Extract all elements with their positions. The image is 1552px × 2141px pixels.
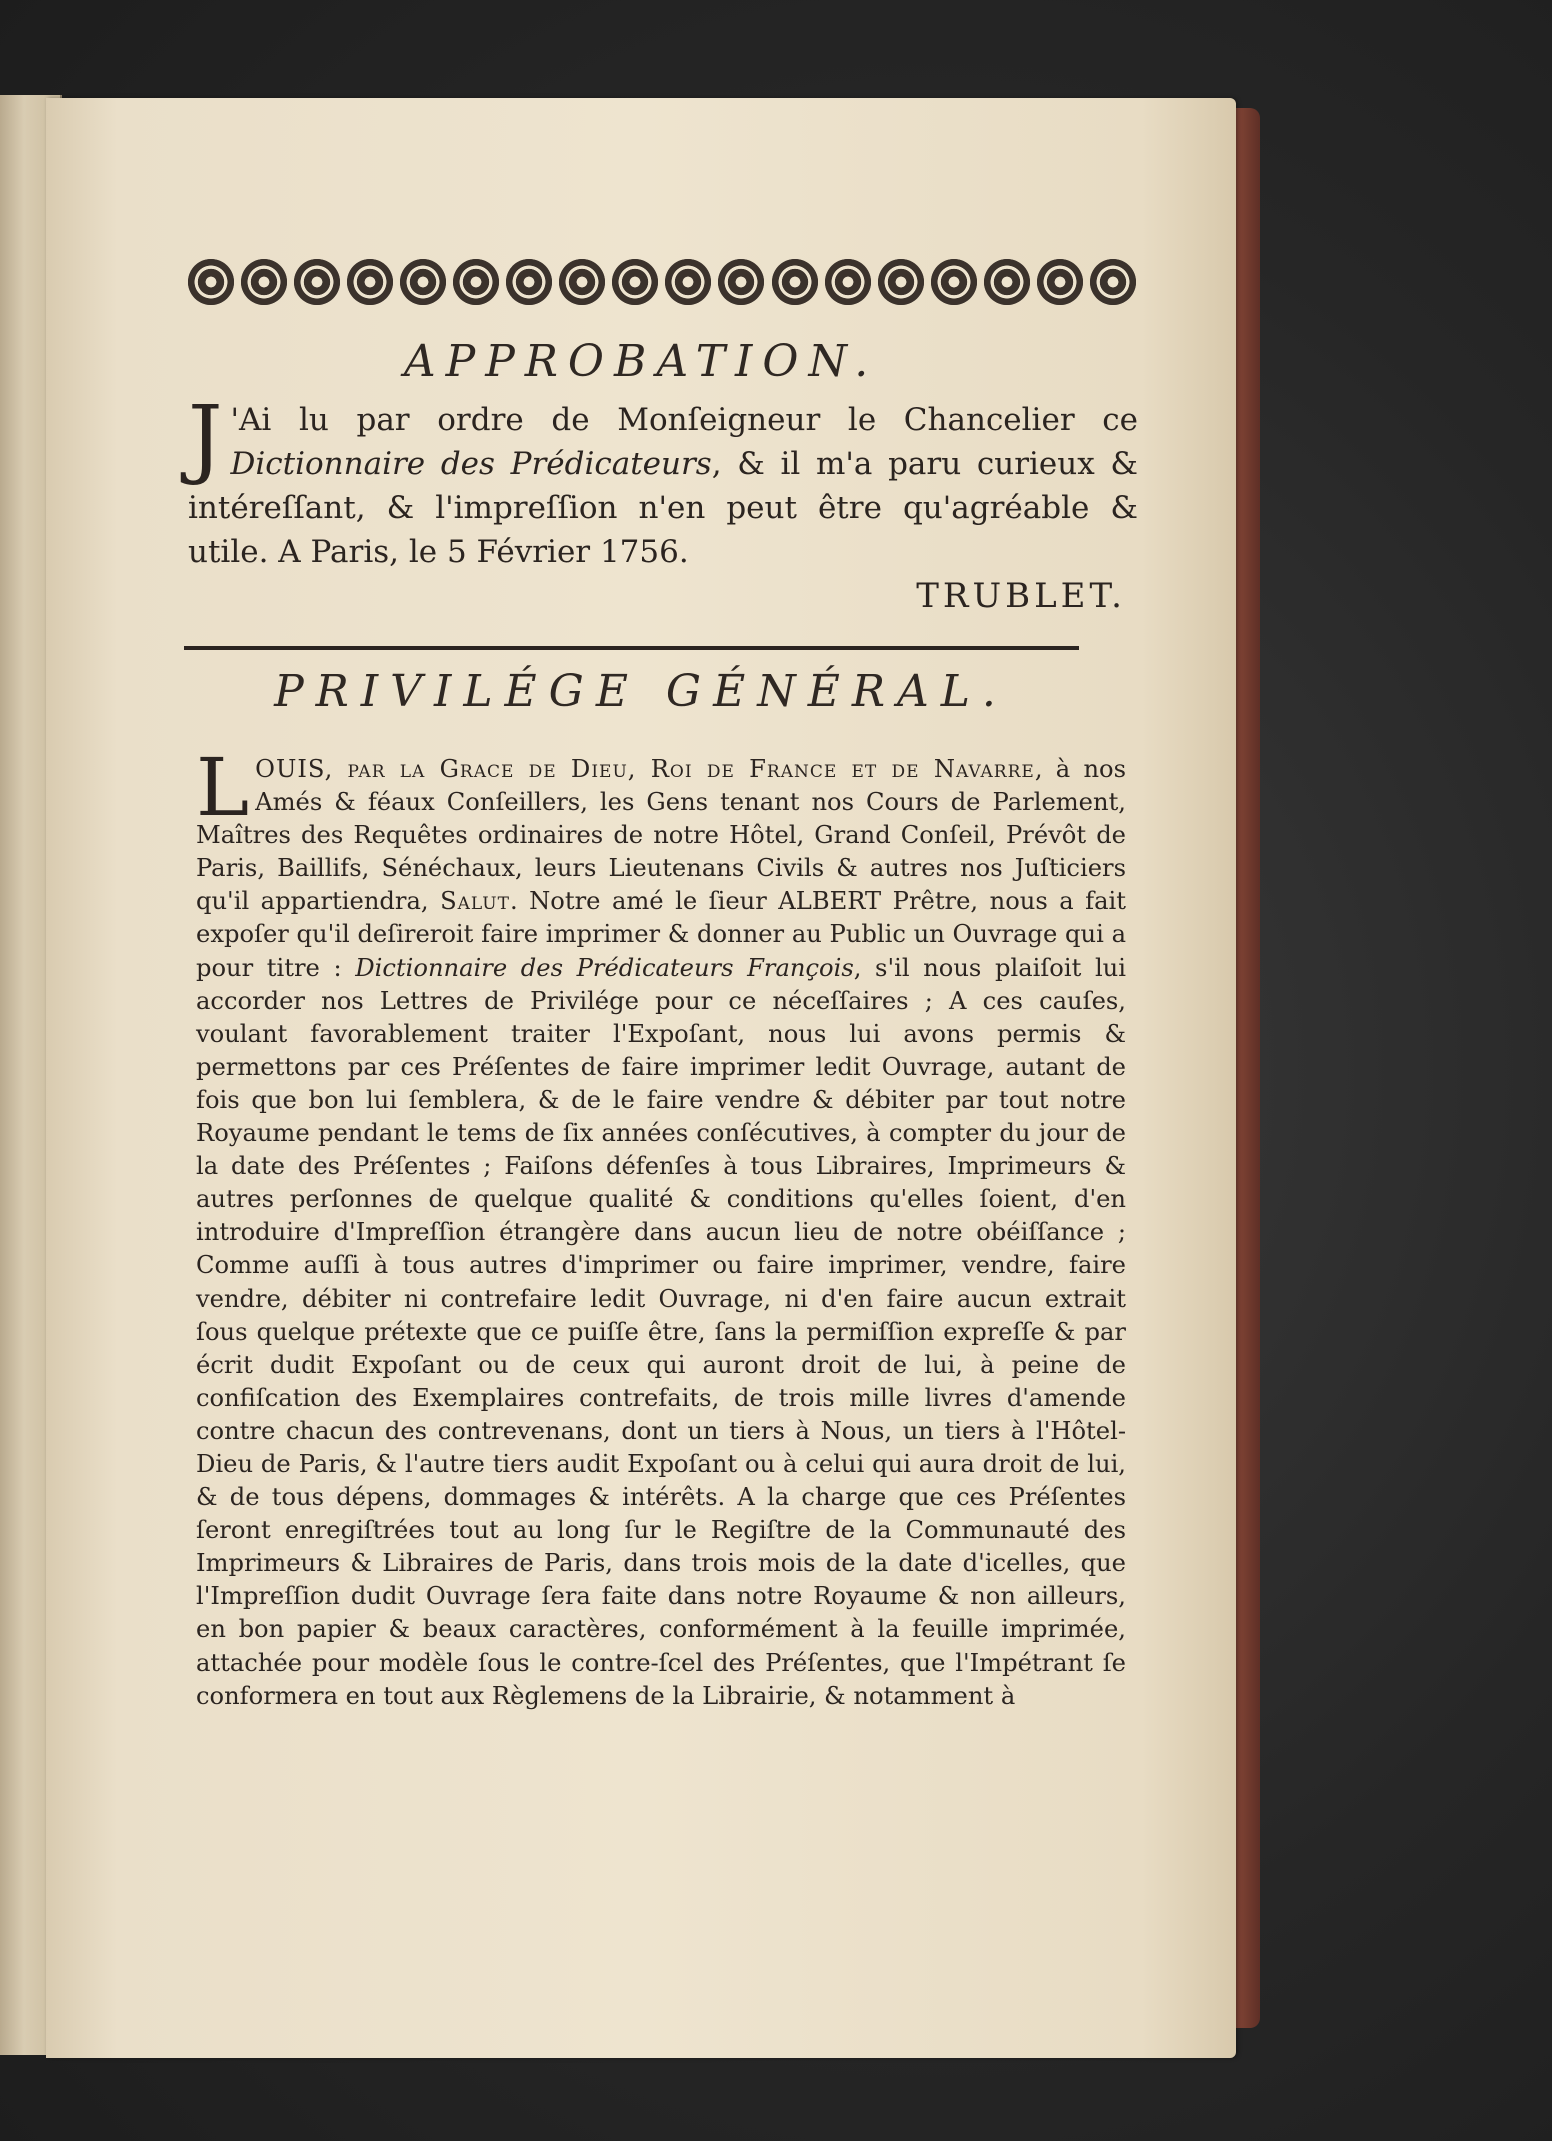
approbation-text (188, 388, 1138, 574)
fleuron-icon (665, 259, 711, 305)
privilege-text-part-2: . Notre amé le ſieur ALBERT Prêtre, nous a fait expoſer qu'il deſireroit faire imprimer & donner au Public un Ouvrage qui a pour titre : (196, 887, 1127, 982)
fleuron-icon (188, 259, 234, 305)
fleuron-icon (294, 259, 340, 305)
fleuron-icon (612, 259, 658, 305)
fleuron-icon (506, 259, 552, 305)
book-page (46, 98, 1236, 2058)
privilege-text (196, 741, 1127, 1713)
fleuron-icon (347, 259, 393, 305)
fleuron-icon (718, 259, 764, 305)
fleuron-icon (931, 259, 977, 305)
fleuron-icon (984, 259, 1030, 305)
fleuron-icon (400, 259, 446, 305)
fleuron-icon (241, 259, 287, 305)
approbation-title: APPROBATION. (403, 336, 879, 387)
fleuron-icon (1037, 259, 1083, 305)
approbation-dropcap: J (188, 388, 223, 488)
privilege-salut: Salut (440, 887, 510, 916)
approbation-text-part-1: 'Ai lu par ordre de Monſeigneur le Chancelier ce (230, 402, 1138, 438)
privilege-work-title: Dictionnaire des Prédicateurs François (355, 953, 854, 982)
privilege-dropcap: L (196, 741, 250, 834)
section-divider (184, 646, 1079, 650)
approbation-signature: TRUBLET. (916, 576, 1126, 616)
approbation-book-title: Dictionnaire des Prédicateurs (230, 446, 712, 482)
privilege-heading: OUIS, par la Grace de Dieu, Roi de France et de Navarre (255, 755, 1035, 783)
privilege-title: PRIVILÉGE GÉNÉRAL. (274, 666, 1008, 717)
privilege-text-part-1: , à nos Amés & féaux Conſeillers, les Gens tenant nos Cours de Parlement, Maîtres des Requêtes ordinaires de notre Hôtel, Grand Conſeil, Prévôt de Paris, Baillifs, Sénéchaux, leurs Lieutenans Civils & autres nos Juſticiers qu'il appartiendra, (196, 755, 1126, 916)
fleuron-icon (453, 259, 499, 305)
fleuron-icon (878, 259, 924, 305)
fleuron-icon (559, 259, 605, 305)
fleuron-icon (825, 259, 871, 305)
fleuron-icon (1090, 259, 1136, 305)
privilege-text-part-3: , s'il nous plaiſoit lui accorder nos Lettres de Privilége pour ce néceſſaires ; A ces cauſes, voulant favorablement traiter l'Expoſant, nous lui avons permis & permettons par ces Préſentes de faire imprimer ledit Ouvrage, autant de fois que bon lui ſemblera, & de le faire vendre & débiter par tout notre Royaume pendant le tems de ſix années conſécutives, à compter du jour de la date des Préſentes ; Faiſons défenſes à tous Libraires, Imprimeurs & autres perſonnes de quelque qualité & conditions qu'elles ſoient, d'en introduire d'Impreſſion étrangère dans aucun lieu de notre obéiſſance ; Comme auſſi à tous autres d'imprimer ou faire imprimer, vendre, faire vendre, débiter ni contrefaire ledit Ouvrage, ni d'en faire aucun extrait ſous quelque prétexte que ce puiſſe être, ſans la permiſſion expreſſe & par écrit dudit Expoſant ou de ceux qui auront droit de lui, à peine de confiſcation des Exemplaires contrefaits, de trois mille livres d'amende contre chacun des contrevenans, dont un tiers à Nous, un tiers à l'Hôtel-Dieu de Paris, & l'autre tiers audit Expoſant ou à celui qui aura droit de lui, & de tous dépens, dommages & intérêts. A la charge que ces Préſentes ſeront enregiſtrées tout au long ſur le Regiſtre de la Communauté des Imprimeurs & Libraires de Paris, dans trois mois de la date d'icelles, que l'Impreſſion dudit Ouvrage ſera faite dans notre Royaume & non ailleurs, en bon papier & beaux caractères, conformément à la feuille imprimée, attachée pour modèle ſous le contre-ſcel des Préſentes, que l'Impétrant ſe conformera en tout aux Règlemens de la Librairie, & notamment à (196, 953, 1126, 1710)
ornament-band (188, 254, 1136, 310)
approbation-text-part-2: , & il m'a paru curieux & intéreſſant, & l'impreſſion n'en peut être qu'agréable & utile. A Paris, le 5 Février 1756. (188, 446, 1138, 570)
fleuron-icon (772, 259, 818, 305)
